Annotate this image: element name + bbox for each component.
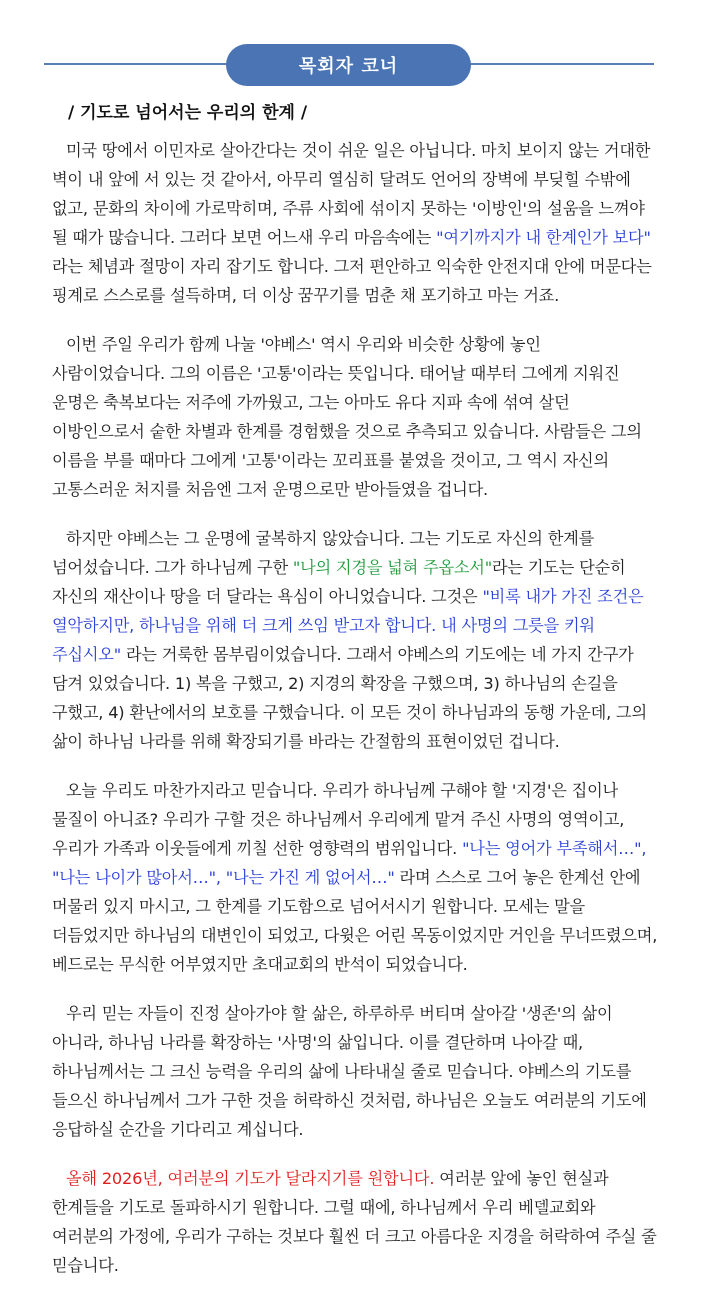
emphasis-red: 올해 2026년, 여러분의 기도가 달라지기를 원합니다.: [66, 1169, 435, 1188]
paragraph-segment: 여러분 앞에 놓인 현실과 한계들을 기도로 돌파하시기 원합니다. 그럴 때에, 하나님께서 우리 베델교회와 여러분의 가정에, 우리가 구하는 것보다 훨씬 더 크고 아름다운 지경을 허락하여 주실 줄 믿습니다.: [52, 1169, 657, 1275]
paragraph-segment: 라며 스스로 그어 놓은 한계선 안에 머물러 있지 마시고, 그 한계를 기도함으로 넘어서시기 원합니다. 모세는 말을 더듬었지만 하나님의 대변인이 되었고, 다윗은 어린 목동이었지만 거인을 무너뜨렸으며, 베드로는 무식한 어부였지만 초대교회의 반석이 되었습니다.: [52, 868, 658, 974]
paragraph-segment: 하지만 야베스는 그 운명에 굴복하지 않았습니다. 그는 기도로 자신의 한계를 넘어섰습니다. 그가 하나님께 구한: [52, 529, 595, 577]
paragraph-segment: 우리 믿는 자들이 진정 살아가야 할 삶은, 하루하루 버티며 살아갈 '생존'의 삶이 아니라, 하나님 나라를 확장하는 '사명'의 삶입니다. 이를 결단하며 나아갈 때, 하나님께서는 그 크신 능력을 우리의 삶에 나타내실 줄로 믿습니다. 야베스의 기도를 들으신 하나님께서 그가 구한 것을 허락하신 것처럼, 하나님은 오늘도 여러분의 기도에 응답하실 순간을 기다리고 계십니다.: [52, 1004, 647, 1139]
paragraph-3: [52, 524, 658, 756]
paragraph-1: [52, 136, 658, 310]
article-title: / 기도로 넘어서는 우리의 한계 /: [68, 103, 308, 123]
paragraph-2: [52, 330, 658, 504]
paragraph-segment: 오늘 우리도 마찬가지라고 믿습니다. 우리가 하나님께 구해야 할 '지경'은 집이나 물질이 아니죠? 우리가 구할 것은 하나님께서 우리에게 맡겨 주신 사명의 영역이고, 우리가 가족과 이웃들에게 끼칠 선한 영향력의 범위입니다.: [52, 781, 625, 858]
paragraph-5: [52, 999, 658, 1144]
article-body: [52, 136, 658, 1300]
paragraph-4: [52, 776, 658, 979]
paragraph-segment: 라는 거룩한 몸부림이었습니다. 그래서 야베스의 기도에는 네 가지 간구가 담겨 있었습니다. 1) 복을 구했고, 2) 지경의 확장을 구했으며, 3) 하나님의 손길을 구했고, 4) 환난에서의 보호를 구했습니다. 이 모든 것이 하나님과의 동행 가운데, 그의 삶이 하나님 나라를 위해 확장되기를 바라는 간절함의 표현이었던 겁니다.: [52, 645, 647, 751]
quote-blue: "비록 내가 가진 조건은 열악하지만, 하나님을 위해 더 크게 쓰임 받고자 합니다. 내 사명의 그릇을 키워 주십시오": [52, 587, 644, 664]
section-label: 목회자 코너: [298, 56, 399, 77]
quote-green: "나의 지경을 넓혀 주옵소서": [292, 558, 492, 577]
section-header: [0, 0, 706, 123]
paragraph-segment: 라는 기도는 단순히 자신의 재산이나 땅을 더 달라는 욕심이 아니었습니다. 그것은: [52, 558, 626, 606]
paragraph-segment: 미국 땅에서 이민자로 살아간다는 것이 쉬운 일은 아닙니다. 마치 보이지 않는 거대한 벽이 내 앞에 서 있는 것 같아서, 아무리 열심히 달려도 언어의 장벽에 부딪힐 수밖에 없고, 문화의 차이에 가로막히며, 주류 사회에 섞이지 못하는 '이방인'의 설움을 느껴야 될 때가 많습니다. 그러다 보면 어느새 우리 마음속에는: [52, 141, 651, 247]
quote-blue: "나는 영어가 부족해서…", "나는 나이가 많아서…", "나는 가진 게 없어서…": [52, 839, 647, 887]
quote-blue: "여기까지가 내 한계인가 보다": [436, 228, 651, 247]
section-label-pill: [226, 44, 471, 86]
paragraph-6: [52, 1164, 658, 1280]
paragraph-segment: 라는 체념과 절망이 자리 잡기도 합니다. 그저 편안하고 익숙한 안전지대 안에 머문다는 핑계로 스스로를 설득하며, 더 이상 꿈꾸기를 멈춘 채 포기하고 마는 거죠.: [52, 257, 652, 305]
paragraph-segment: 이번 주일 우리가 함께 나눌 '야베스' 역시 우리와 비슷한 상황에 놓인 사람이었습니다. 그의 이름은 '고통'이라는 뜻입니다. 태어날 때부터 그에게 지워진 운명은 축복보다는 저주에 가까웠고, 그는 아마도 유다 지파 속에 섞여 살던 이방인으로서 숱한 차별과 한계를 경험했을 것으로 추측되고 있습니다. 사람들은 그의 이름을 부를 때마다 그에게 '고통'이라는 꼬리표를 붙였을 것이고, 그 역시 자신의 고통스러운 처지를 처음엔 그저 운명으로만 받아들였을 겁니다.: [52, 335, 642, 499]
